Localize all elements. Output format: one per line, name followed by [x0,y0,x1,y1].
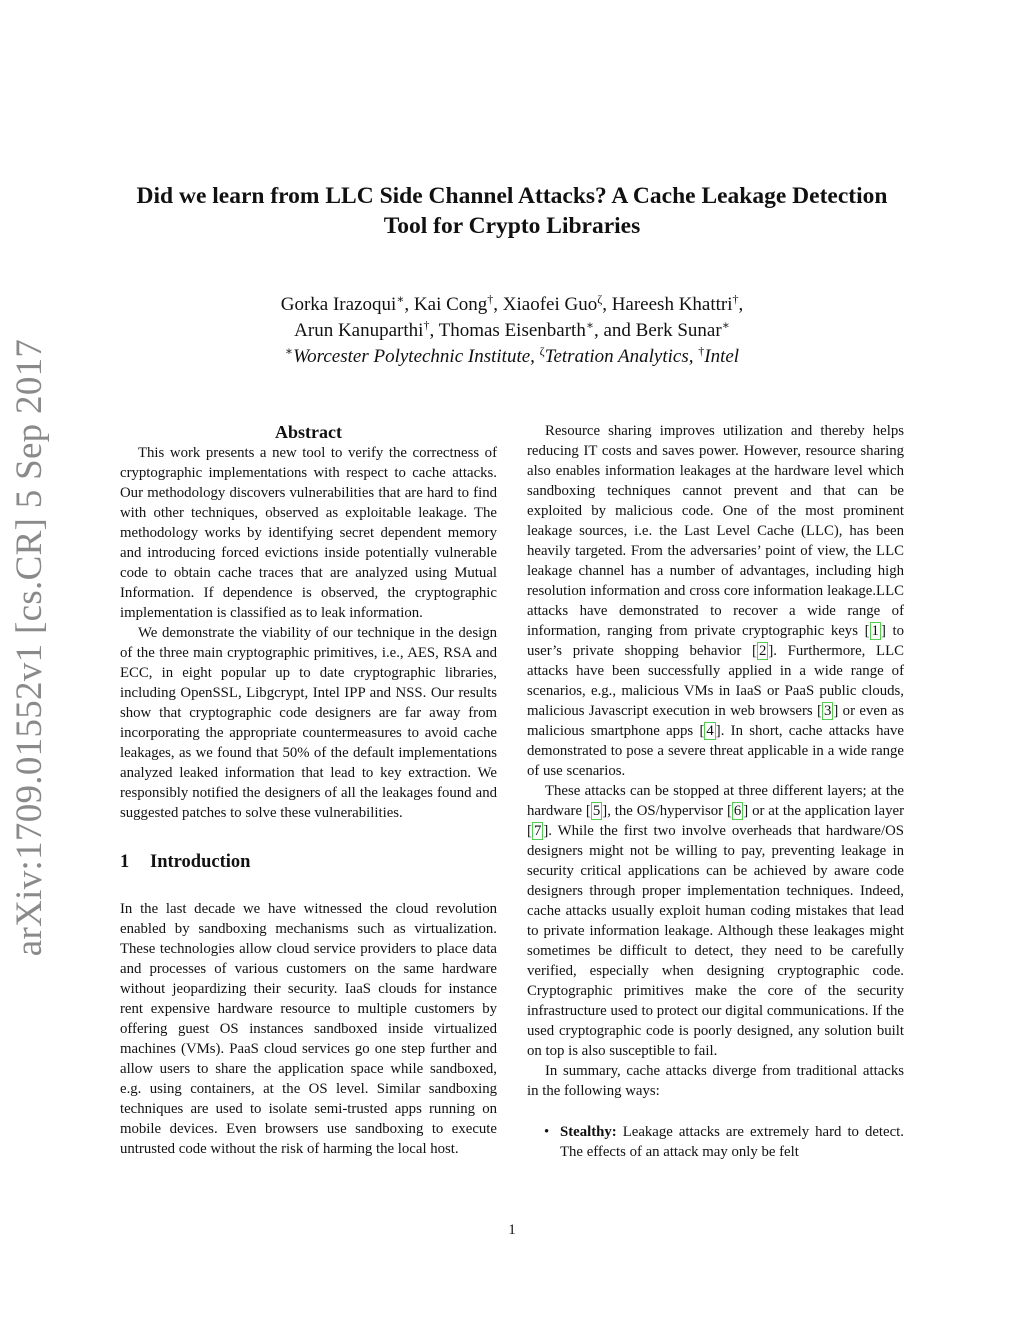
bullet-label: Stealthy: [560,1124,617,1140]
author-name: Kai Cong [413,294,488,315]
title-line-1: Did we learn from LLC Side Channel Attacks? A Cache Leakage Detection [136,183,888,209]
author-block [150,292,874,370]
affiliation: Worcester Polytechnic Institute, [293,346,540,367]
author-mark: † [487,292,494,306]
intro-paragraph: These attacks can be stopped at three different layers; at the hardware [ 5 ], the OS/hypervisor [ 6 ] or at the application layer [ 7 ]. While the first two involve overheads that hardware/OS designers might not be willing to pay, preventing leakage in security critical applications can be achieved by aware code designers through proper implementation techniques. Indeed, cache attacks usually exploit human coding mistakes that lead to private information leakage. Although these leakages might sometimes be difficult to detect, they need to be carefully verified, especially when designing cryptographic code. Cryptographic primitives make the core of the security infrastructure used to protect our digital communications. If the used cryptographic code is poorly designed, any solution built on top is also susceptible to fail. [527,783,905,1059]
author-mark: † [732,292,739,306]
author-name: Thomas Eisenbarth [438,320,586,341]
citation-link[interactable]: 5 [592,803,601,819]
intro-paragraph: Resource sharing improves utilization and thereby helps reducing IT costs and saves power. However, resource sharing also enables information leakages at the hardware level which sandboxing techniques cannot prevent and that can be exploited by malicious code. One of the most prominent leakage sources, i.e. the Last Level Cache (LLC), has been heavily targeted. From the adversaries’ point of view, the LLC leakage channel has a number of advantages, including high resolution information and cross core information leakage.LLC attacks have demonstrated to recover a wide range of information, ranging from private cryptographic keys [ 1 ] to user’s private shopping behavior [ 2 ]. Furthermore, LLC attacks have been successfully applied in a wide range of scenarios, e.g., malicious VMs in IaaS or PaaS public clouds, malicious Javascript execution in web browsers [ 3 ] or even as malicious smartphone apps [ 4 ]. In short, cache attacks have demonstrated to pose a severe threat applicable in a wide range of use scenarios. [527,423,905,779]
author-name: Hareesh Khattri [611,294,733,315]
page-number: 1 [508,1222,516,1238]
citation-link[interactable]: 2 [758,643,767,659]
bullet-list [527,1122,904,1162]
author-line-2: Arun Kanuparthi†, Thomas Eisenbarth∗, and Berk Sunar∗ [294,318,730,341]
intro-paragraph: In the last decade we have witnessed the cloud revolution enabled by sandboxing mechanisms such as virtualization. These technologies allow cloud service providers to place data and processes of various customers on the same hardware without jeopardizing their security. IaaS clouds for instance rent expensive hardware resource to multiple customers by offering guest OS instances sandboxed inside virtualized machines (VMs). PaaS cloud services go one step further and allow users to share the application space while sandboxed, e.g. using containers, at the OS level. Similar sandboxing techniques are used to isolate semi-trusted apps running on mobile devices. Even browsers use sandboxing to execute untrusted code without the risk of harming the local host. [120,901,497,1157]
abstract-paragraph: This work presents a new tool to verify the correctness of cryptographic implementations with respect to cache attacks. Our methodology discovers vulnerabilities that are hard to find with other techniques, observed as exploitable leakage. The methodology works by identifying secret dependent memory and introducing forced evictions inside potentially vulnerable code to obtain cache traces that are analyzed using Mutual Information. If dependence is observed, the cryptographic implementation is classified as to leak information. [120,445,497,621]
citation-link[interactable]: 3 [823,703,832,719]
author-mark: ∗ [721,318,730,332]
citation-link[interactable]: 4 [706,723,714,739]
citation-link[interactable]: 6 [733,803,742,819]
arxiv-id: arXiv:1709.01552v1 [cs.CR] 5 Sep 2017 [9,338,51,957]
abstract-heading: Abstract [275,422,342,442]
author-mark: † [423,318,430,332]
author-mark: ∗ [585,318,594,332]
arxiv-watermark [9,338,51,957]
affiliation: Tetration Analytics, [544,346,699,367]
list-item [527,1122,904,1162]
affiliations: ∗Worcester Polytechnic Institute, $^\zeta$Tetration Analytics, †Intel [284,344,740,367]
citation-link[interactable]: 7 [533,823,542,839]
author-line-1: Gorka Irazoqui∗, Kai Cong†, Xiaofei Guo$^\zeta$, Hareesh Khattri†, [280,292,744,315]
author-name: Arun Kanuparthi [294,320,424,341]
paper-title [100,181,924,241]
author-mark: ∗ [396,292,405,306]
section-heading-introduction [120,850,497,874]
bullet-text: Leakage attacks are extremely hard to detect. The effects of an attack may only be felt [560,1124,904,1160]
bullet-icon: • [544,1124,550,1140]
affiliation: Intel [704,346,740,367]
section-title: Introduction [150,852,251,872]
author-mark: ζ [597,292,603,306]
author-name: and Berk Sunar [603,320,722,341]
author-name: Xiaofei Guo [502,294,598,315]
left-column [120,421,497,1159]
title-line-2: Tool for Crypto Libraries [383,213,641,239]
intro-paragraph: In summary, cache attacks diverge from traditional attacks in the following ways: [527,1063,904,1099]
citation-link[interactable]: 1 [871,623,879,639]
section-number: 1 [120,852,130,872]
abstract-paragraph: We demonstrate the viability of our technique in the design of the three main cryptographic primitives, i.e., AES, RSA and ECC, in eight popular up to date cryptographic libraries, including OpenSSL, Libgcrypt, Intel IPP and NSS. Our results show that cryptographic code designers are far away from incorporating the appropriate countermeasures to avoid cache leakages, as we found that 50% of the default implementations analyzed leaked information that lead to key extraction. We responsibly notified the designers of all the leakages found and suggested patches to solve these vulnerabilities. [120,625,497,821]
author-name: Gorka Irazoqui [280,294,397,315]
right-column [527,421,904,1162]
